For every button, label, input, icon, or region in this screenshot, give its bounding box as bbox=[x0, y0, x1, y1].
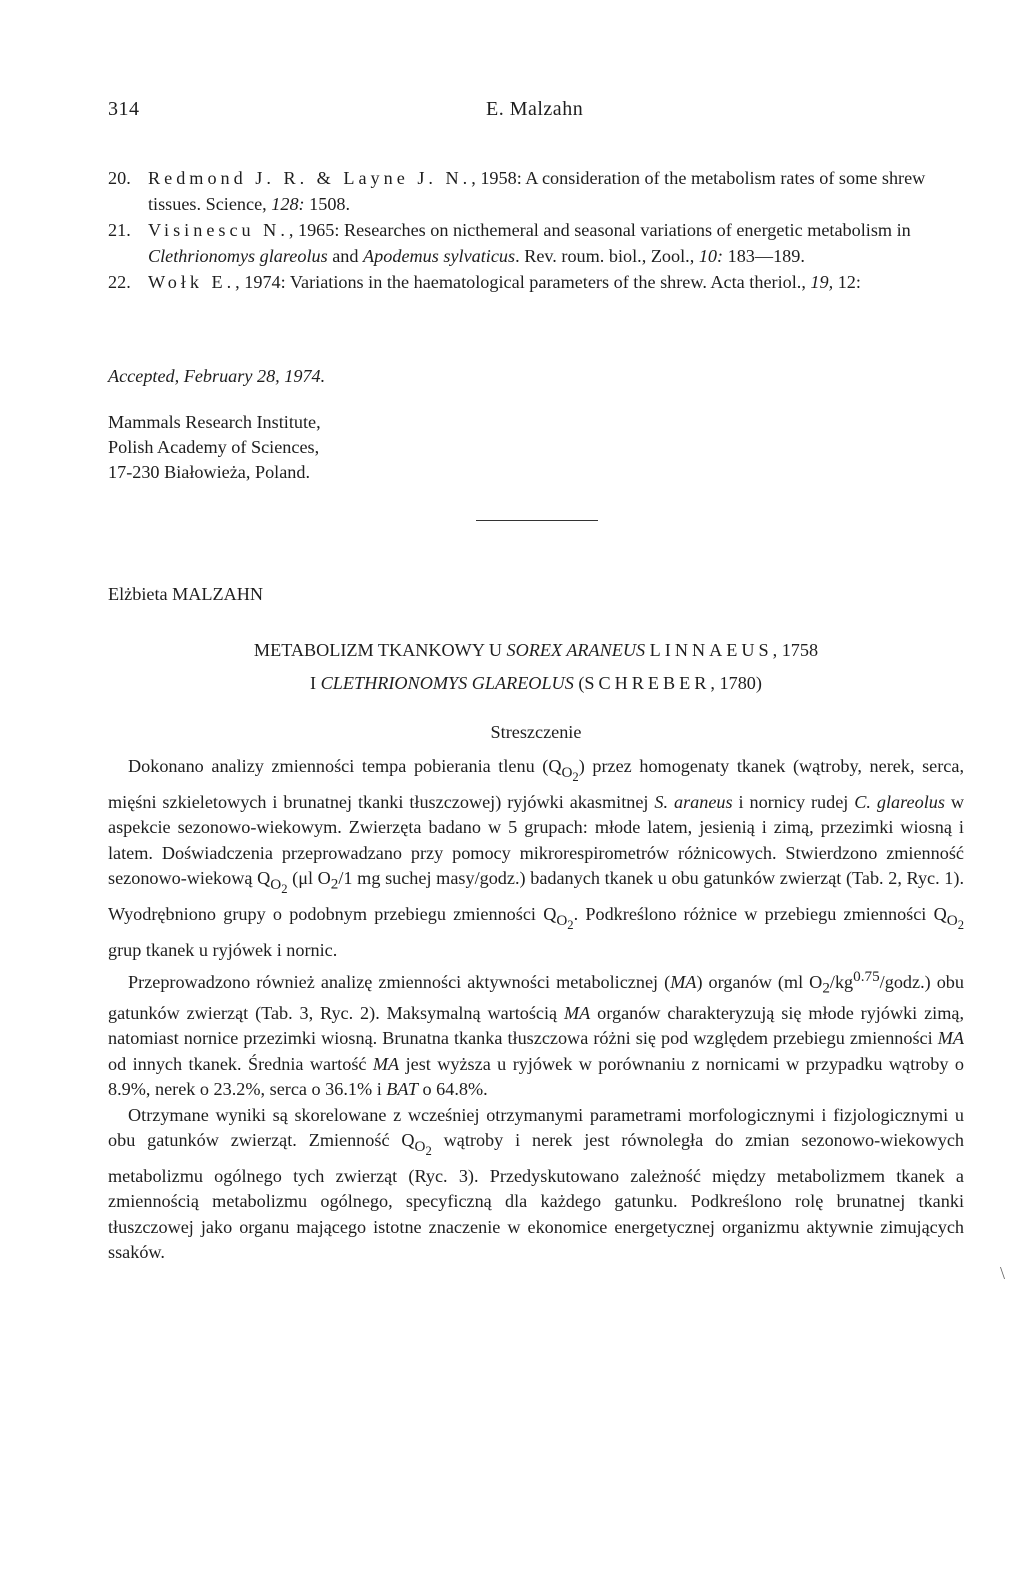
accepted-date: Accepted, February 28, 1974. bbox=[108, 366, 326, 386]
summary-author: Elżbieta MALZAHN bbox=[108, 584, 264, 604]
title-species: CLETHRIONOMYS GLAREOLUS bbox=[320, 673, 574, 693]
reference-text: , 1974: Variations in the haematological parameters of the shrew. Acta theriol., bbox=[235, 272, 811, 292]
title-line bbox=[108, 667, 964, 700]
reference-item bbox=[108, 270, 964, 296]
summary-heading: Streszczenie bbox=[490, 722, 582, 742]
reference-number: 20. bbox=[108, 168, 131, 188]
title-text: , 1758 bbox=[772, 640, 819, 660]
species-name: Clethrionomys glareolus bbox=[148, 245, 328, 266]
reference-text: , 1958: A consideration of the metabolism rates of some shrew tissues. Science, bbox=[148, 168, 926, 214]
reference-item bbox=[108, 218, 964, 269]
reference-author: Wołk E. bbox=[148, 272, 236, 292]
reference-text: and bbox=[327, 245, 364, 266]
reference-item bbox=[108, 166, 964, 217]
reference-number: 22. bbox=[108, 272, 131, 292]
reference-author: Redmond J. R. & Layne J. N. bbox=[148, 168, 472, 188]
title-text: I bbox=[310, 673, 321, 693]
reference-pages: 1508. bbox=[304, 193, 351, 214]
address-line: Mammals Research Institute, bbox=[108, 412, 321, 432]
reference-text: . Rev. roum. biol., Zool., bbox=[515, 245, 699, 266]
reference-pages: 183—189. bbox=[723, 245, 805, 266]
address-line: 17-230 Białowieża, Poland. bbox=[108, 462, 311, 482]
summary-title bbox=[108, 634, 964, 700]
summary-body bbox=[108, 754, 964, 1266]
reference-pages: 12: bbox=[833, 272, 861, 292]
author-address bbox=[108, 410, 321, 485]
reference-author: Visinescu N. bbox=[148, 220, 289, 240]
summary-paragraph: Dokonano analizy zmienności tempa pobierania tlenu $(Q_{O_2})$ przez homogenaty tkanek (wątroby, nerek, serca, mięśni szkieletowych i brunatnej tkanki tłuszczowej) ryjówki akasmitnej S. araneus i nornicy rudej C. glareolus w aspekcie sezonowo-wiekowym. Zwierzęta badano w 5 grupach: młode latem, jesienią i zimą, przezimki wiosną i latem. Doświadczenia przeprowadzano przy pomocy mikrorespirometrów różnicowych. Stwierdzono zmienność sezonowo-wiekową $Q_{O_2}$ (μl $O_2/1$ mg suchej masy/godz.) badanych tkanek u obu gatunków zwierząt (Tab. 2, Ryc. 1). Wyodrębniono grupy o podobnym przebiegu zmienności $Q_{O_2}$. Podkreślono różnice w przebiegu zmienności $Q_{O_2}$ grup tkanek u ryjówek i nornic. bbox=[108, 756, 964, 961]
summary-paragraph: Przeprowadzono również analizę zmienności aktywności metabolicznej (MA) organów (ml $O_2/kg^{0.75}/godz$.) obu gatunków zwierząt (Tab. 3, Ryc. 2). Maksymalną wartością MA organów charakteryzują się młode ryjówki zimą, natomiast nornice przezimki wiosną. Brunatna tkanka tłuszczowa różni się pod względem przebiegu zmienności MA od innych tkanek. Średnia wartość MA jest wyższa u ryjówek w porównaniu z nornicami w przypadku wątroby o 8.9%, nerek o 23.2%, serca o 36.1% i BAT o 64.8%. bbox=[108, 967, 964, 1100]
title-text: ( bbox=[573, 673, 585, 693]
margin-mark: \ bbox=[1000, 1263, 1006, 1283]
title-authority: SCHREBER bbox=[584, 673, 711, 693]
species-name: Apodemus sylvaticus bbox=[363, 245, 516, 266]
title-authority: LINNAEUS bbox=[649, 640, 773, 660]
reference-volume: 19, bbox=[810, 272, 834, 292]
reference-volume: 128: bbox=[271, 193, 305, 214]
reference-text: , 1965: Researches on nicthemeral and seasonal variations of energetic metabolism in bbox=[288, 220, 911, 240]
reference-number: 21. bbox=[108, 220, 131, 240]
reference-volume: 10: bbox=[698, 245, 724, 266]
title-species: SOREX ARANEUS bbox=[506, 640, 646, 660]
running-title: E. Malzahn bbox=[486, 98, 584, 120]
reference-list bbox=[108, 166, 964, 297]
title-text: , 1780) bbox=[710, 673, 762, 693]
separator-rule bbox=[476, 520, 598, 521]
title-text: METABOLIZM TKANKOWY U bbox=[253, 640, 507, 660]
address-line: Polish Academy of Sciences, bbox=[108, 437, 320, 457]
summary-paragraph: Otrzymane wyniki są skorelowane z wcześniej otrzymanymi parametrami morfologicznymi i fizjologicznymi u obu gatunków zwierząt. Zmienność $Q_{O_2}$ wątroby i nerek jest równoległa do zmian sezonowo-wiekowych metabolizmu ogólnego tych zwierząt (Ryc. 3). Przedyskutowano zależność między metabolizmem tkanek a zmiennością metabolizmu ogólnego, specyficzną dla każdego gatunku. Podkreślono rolę brunatnej tkanki tłuszczowej jako organu mającego istotne znaczenie w ekonomice energetycznej organizmu aktywnie zimujących ssaków. bbox=[108, 1104, 964, 1263]
title-line bbox=[108, 634, 964, 667]
page-number: 314 bbox=[108, 98, 140, 120]
